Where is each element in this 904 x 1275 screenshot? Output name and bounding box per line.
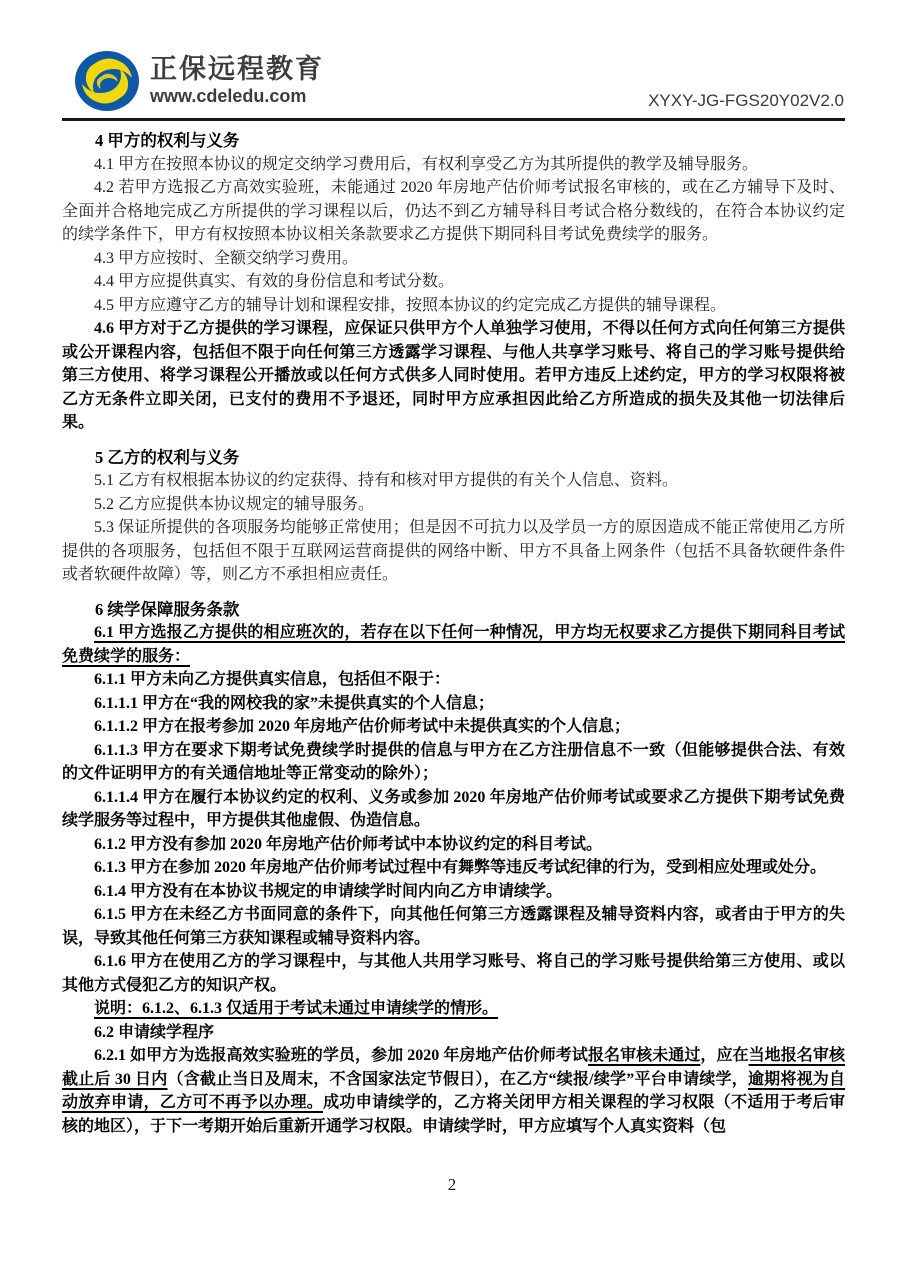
paragraph-c6-1-4: 6.1.4 甲方没有在本协议书规定的申请续学时间内向乙方申请续学。 (94, 882, 563, 900)
paragraph-c5-1: 5.1 乙方有权根据本协议的约定获得、持有和核对甲方提供的有关个人信息、资料。 (94, 472, 679, 489)
underlined-segment: 当地报名审核截止后 30 日内 (62, 1047, 845, 1088)
document-body (0, 121, 904, 1138)
brand-name: 正保远程教育 (150, 53, 324, 84)
brand-text (150, 55, 324, 107)
paragraph-c5-3: 5.3 保证所提供的各项服务均能够正常使用；但是因不可抗力以及学员一方的原因造成不能正常使用乙方所提供的各项服务，包括但不限于互联网运营商提供的网络中断、甲方不具备上网条件（包括不具备软硬件条件或者软硬件故障）等，则乙方不承担相应责任。 (62, 519, 845, 583)
paragraph-h5: 5 乙方的权利与义务 (95, 447, 240, 467)
underlined-segment: 报名审核未通过 (587, 1047, 701, 1064)
paragraph-c4-6: 4.6 甲方对于乙方提供的学习课程，应保证只供甲方个人单独学习使用，不得以任何方式向任何第三方提供或公开课程内容，包括但不限于向任何第三方透露学习课程、与他人共享学习账号、将自己的学习账号提供给第三方使用、将学习课程公开播放或以任何方式供多人同时使用。若甲方违反上述约定，甲方的学习权限将被乙方无条件立即关闭，已支付的费用不予退还，同时甲方应承担因此给乙方所造成的损失及其他一切法律后果。 (62, 320, 845, 431)
paragraph-note: 说明：6.1.2、6.1.3 仅适用于考试未通过申请续学的情形。 (94, 1000, 499, 1017)
paragraph-c6-1-2: 6.1.2 甲方没有参加 2020 年房地产估价师考试中本协议约定的科目考试。 (94, 835, 603, 853)
underlined-segment: 逾期将视为自动放弃申请，乙方可不再予以办理。 (62, 1070, 845, 1111)
paragraph-h4: 4 甲方的权利与义务 (95, 131, 240, 150)
text-segment: 6.2.1 如甲方为选报高效实验班的学员，参加 2020 年房地产估价师考试 (94, 1047, 588, 1064)
paragraph-c5-2: 5.2 乙方应提供本协议规定的辅导服务。 (94, 495, 375, 513)
paragraph-c6-1-1-3: 6.1.1.3 甲方在要求下期考试免费续学时提供的信息与甲方在乙方注册信息不一致（但能够提供合法、有效的文件证明甲方的有关通信地址等正常变动的除外）； (62, 741, 845, 782)
paragraph-c4-2: 4.2 若甲方选报乙方高效实验班，未能通过 2020 年房地产估价师考试报名审核的，或在乙方辅导下及时、全面并合格地完成乙方所提供的学习课程以后，仍达不到乙方辅导科目考试合格分数线的，在符合本协议约定的续学条件下，甲方有权按照本协议相关条款要求乙方提供下期同科目考试免费续学的服务。 (62, 179, 845, 243)
text-segment: （含截止当日及周末，不含国家法定节假日），在乙方“续报/续学”平台申请续学， (167, 1070, 748, 1088)
brand-url: www.cdeledu.com (150, 86, 307, 107)
paragraph-c6-1: 6.1 甲方选报乙方提供的相应班次的，若存在以下任何一种情况，甲方均无权要求乙方提供下期同科目考试免费续学的服务： (62, 624, 845, 665)
paragraph-c4-5: 4.5 甲方应遵守乙方的辅导计划和课程安排，按照本协议的约定完成乙方提供的辅导课程。 (94, 296, 727, 314)
paragraph-c4-4: 4.4 甲方应提供真实、有效的身份信息和考试分数。 (94, 273, 455, 290)
paragraph-c4-3: 4.3 甲方应按时、全额交纳学习费用。 (94, 249, 359, 267)
paragraph-c6-1-1: 6.1.1 甲方未向乙方提供真实信息，包括但不限于： (94, 671, 451, 688)
paragraph-c6-1-5: 6.1.5 甲方在未经乙方书面同意的条件下，向其他任何第三方透露课程及辅导资料内容，或者由于甲方的失误，导致其他任何第三方获知课程或辅导资料内容。 (62, 906, 845, 947)
swirl-globe-logo-icon (74, 50, 140, 112)
paragraph-c6-1-6: 6.1.6 甲方在使用乙方的学习课程中，与其他人共用学习账号、将自己的学习账号提供给第三方使用、或以其他方式侵犯乙方的知识产权。 (62, 953, 845, 994)
brand (74, 50, 324, 112)
header (0, 0, 904, 112)
paragraph-c6-1-1-4: 6.1.1.4 甲方在履行本协议约定的权利、义务或参加 2020 年房地产估价师考试或要求乙方提供下期考试免费续学服务等过程中，甲方提供其他虚假、伪造信息。 (62, 788, 845, 829)
paragraph-c6-2: 6.2 申请续学程序 (94, 1023, 215, 1041)
paragraph-c6-1-3: 6.1.3 甲方在参加 2020 年房地产估价师考试过程中有舞弊等违反考试纪律的行为，受到相应处理或处分。 (94, 859, 827, 876)
paragraph-h6: 6 续学保障服务条款 (95, 599, 240, 619)
paragraph-c6-2-1 (62, 1044, 845, 1138)
paragraph-c6-1-1-2: 6.1.1.2 甲方在报考参加 2020 年房地产估价师考试中未提供真实的个人信息； (94, 718, 631, 735)
paragraph-c4-1: 4.1 甲方在按照本协议的规定交纳学习费用后，有权利享受乙方为其所提供的教学及辅导服务。 (94, 155, 759, 173)
text-segment: 成功申请续学的，乙方将关闭甲方相关课程的学习权限（不适用于考后审核的地区），于下一考期开始后重新开通学习权限。申请续学时，甲方应填写个人真实资料（包 (62, 1094, 845, 1135)
doc-code: XYXY-JG-FGS20Y02V2.0 (648, 91, 844, 110)
text-segment: ，应在 (700, 1047, 749, 1064)
paragraph-c6-1-1-1: 6.1.1.1 甲方在“我的网校我的家”未提供真实的个人信息； (94, 694, 495, 712)
page-number: 2 (447, 1175, 457, 1194)
